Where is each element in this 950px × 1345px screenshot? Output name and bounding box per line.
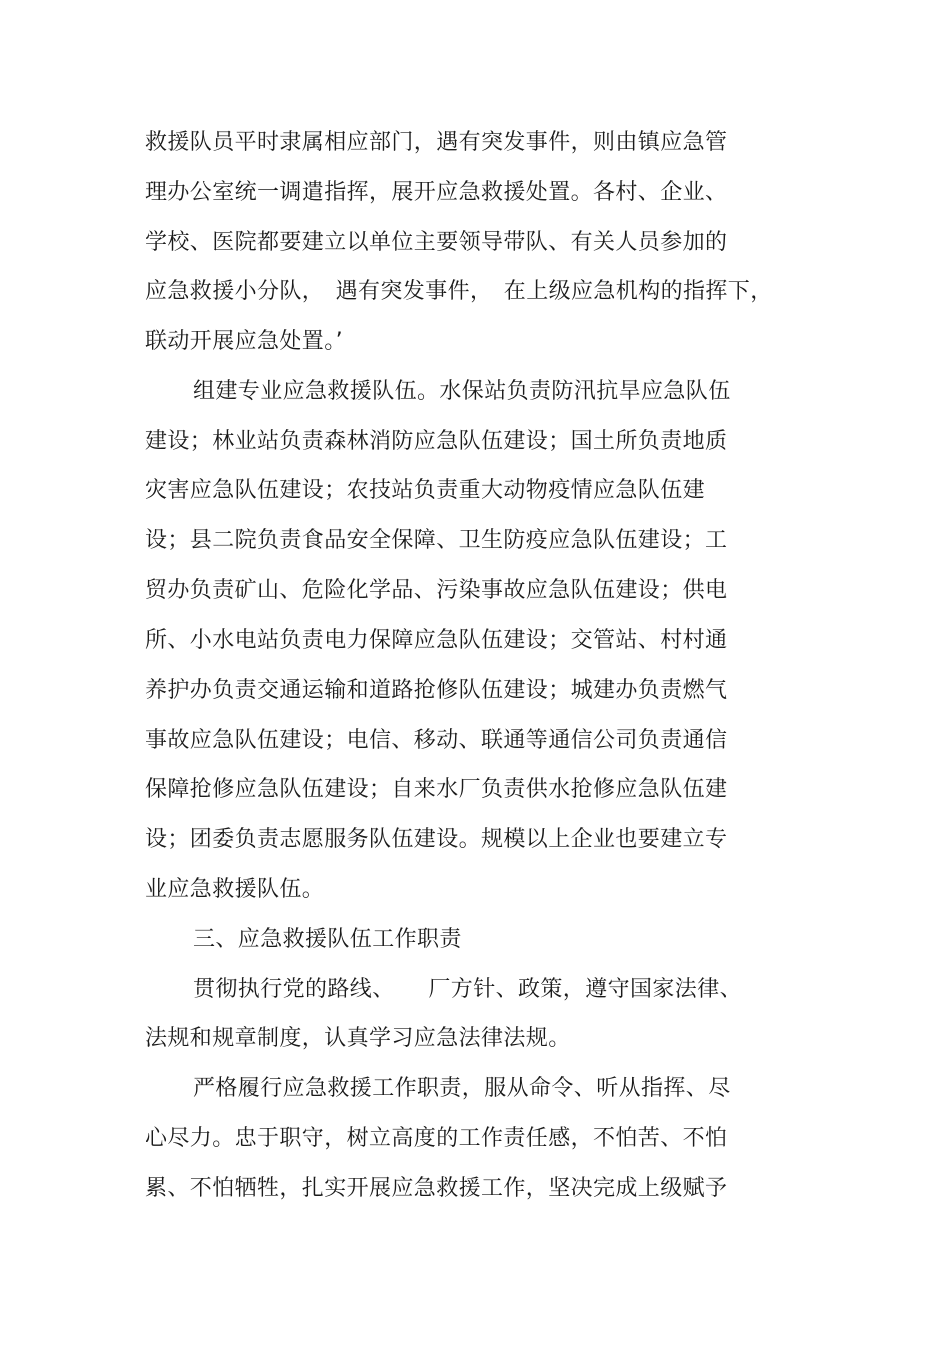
body-text-line: 心尽力。忠于职守，树立高度的工作责任感，不怕苦、不怕 [145,1126,728,1151]
body-text-line: 所、小水电站负责电力保障应急队伍建设；交管站、村村通 [145,628,728,653]
body-text-line: 保障抢修应急队伍建设；自来水厂负责供水抢修应急队伍建 [145,777,728,802]
body-text-line: 救援队员平时隶属相应部门，遇有突发事件，则由镇应急管 [145,130,728,155]
section-heading: 三、应急救援队伍工作职责 [193,927,462,952]
body-text-line: 学校、医院都要建立以单位主要领导带队、有关人员参加的 [145,230,728,255]
body-text-line: 联动开展应急处置。’ [145,329,343,354]
body-text-line: 业应急救援队伍。 [145,877,325,902]
body-text-line: 法规和规章制度，认真学习应急法律法规。 [145,1026,571,1051]
body-text-line: 贸办负责矿山、危险化学品、污染事故应急队伍建设；供电 [145,578,728,603]
paragraph-start-line: 组建专业应急救援队伍。水保站负责防汛抗旱应急队伍 [193,379,731,404]
paragraph-start-line: 贯彻执行党的路线、 厂方针、政策，遵守国家法律、 [193,977,743,1002]
body-text-line: 灾害应急队伍建设；农技站负责重大动物疫情应急队伍建 [145,478,706,503]
body-text-line: 累、不怕牺牲，扎实开展应急救援工作，坚决完成上级赋予 [145,1176,728,1201]
body-text-line: 设；县二院负责食品安全保障、卫生防疫应急队伍建设；工 [145,528,728,553]
body-text-line: 理办公室统一调遣指挥，展开应急救援处置。各村、企业、 [145,180,728,205]
paragraph-start-line: 严格履行应急救援工作职责，服从命令、听从指挥、尽 [193,1076,731,1101]
body-text-line: 养护办负责交通运输和道路抢修队伍建设；城建办负责燃气 [145,678,728,703]
body-text-line: 应急救援小分队， 遇有突发事件， 在上级应急机构的指挥下， [145,279,773,304]
body-text-line: 设；团委负责志愿服务队伍建设。规模以上企业也要建立专 [145,827,728,852]
body-text-line: 建设；林业站负责森林消防应急队伍建设；国土所负责地质 [145,429,728,454]
body-text-line: 事故应急队伍建设；电信、移动、联通等通信公司负责通信 [145,728,728,753]
